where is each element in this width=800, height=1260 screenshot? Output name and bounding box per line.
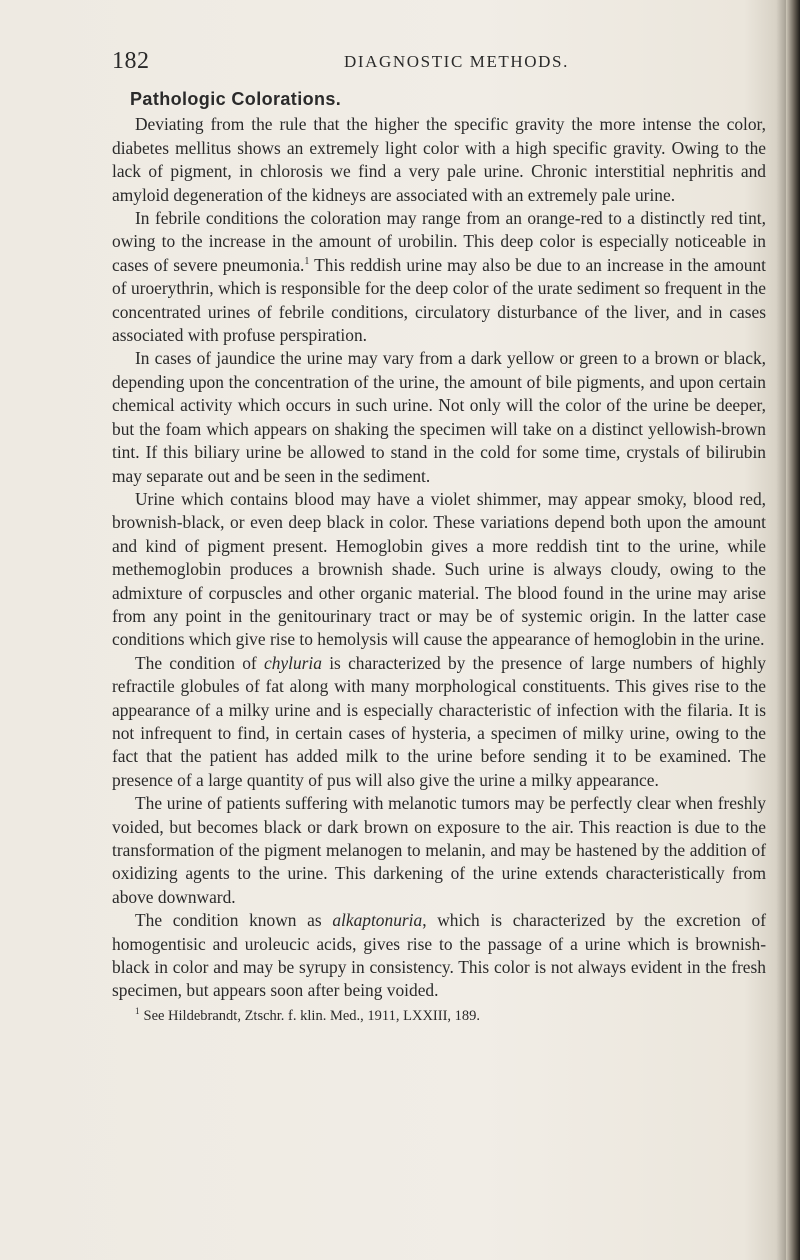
paragraph-febrile-coloration bbox=[112, 207, 766, 347]
page-header bbox=[112, 48, 772, 78]
paragraph-melanotic-tumors: The urine of patients suffering with melanotic tumors may be perfectly clear when freshly voided, but becomes black or dark brown on exposure to the air. This reaction is due to the transformation of the pigment melanogen to melanin, and may be hastened by the addition of oxidizing agents to the urine. This darkening of the urine extends characteristically from above downward. bbox=[112, 793, 766, 907]
page-body bbox=[112, 88, 766, 1025]
term-chyluria: chyluria bbox=[263, 652, 322, 673]
section-heading: Pathologic Colorations. bbox=[130, 89, 342, 109]
paragraph-chyluria-text-start: The condition of bbox=[135, 652, 264, 673]
paragraph-chyluria bbox=[112, 652, 766, 792]
paragraph-jaundice: In cases of jaundice the urine may vary from a dark yellow or green to a brown or black, depending upon the concentration of the urine, the amount of bile pigments, and upon certain chemical activity which occurs in such urine. Not only will the color of the urine be deeper, but the foam which appears on shaking the specimen will take on a distinct yellowish-brown tint. If this biliary urine be allowed to stand in the cold for some time, crystals of bilirubin may separate out and be seen in the sediment. bbox=[112, 348, 766, 486]
footnote-mark: 1 bbox=[135, 1006, 140, 1017]
paragraph-alkaptonuria-text-start: The condition known as bbox=[135, 910, 333, 931]
paragraph-alkaptonuria bbox=[112, 909, 766, 1003]
term-alkaptonuria: alkaptonuria bbox=[332, 910, 423, 931]
paragraph-alkaptonuria-text-end: , which is characterized by the excretion of homogentisic and uroleucic acids, gives rise to the passage of a urine which is brownish-black in color and may be syrupy in consistency. This color is not always evident in the fresh specimen, but appears soon after being voided. bbox=[112, 910, 766, 1001]
paragraph-blood-urine: Urine which contains blood may have a violet shimmer, may appear smoky, blood red, brownish-black, or even deep black in color. These variations depend both upon the amount and kind of pigment present. Hemoglobin gives a more reddish tint to the urine, while methemoglobin produces a brownish shade. Such urine is always cloudy, owing to the admixture of corpuscles and other organic material. The blood found in the urine may arise from any point in the genitourinary tract or may be of systemic origin. In the latter case conditions which give rise to hemolysis will cause the appearance of hemoglobin in the urine. bbox=[112, 488, 766, 650]
paragraph-pale-urine: Deviating from the rule that the higher the specific gravity the more intense the color, diabetes mellitus shows an extremely light color with a high specific gravity. Owing to the lack of pigment, in chlorosis we find a very pale urine. Chronic interstitial nephritis and amyloid degeneration of the kidneys are associated with an extremely pale urine. bbox=[112, 114, 766, 205]
footnote-reference: 1 bbox=[304, 256, 310, 268]
running-head: DIAGNOSTIC METHODS. bbox=[344, 52, 569, 71]
paragraph-chyluria-text-end: is characterized by the presence of large numbers of highly refractile globules of fat along with many morphological constituents. This gives rise to the appearance of a milky urine and is especially characteristic of infection with the filaria. It is not infrequent to find, in certain cases of hysteria, a specimen of milky urine, owing to the fact that the patient has added milk to the urine before sending it to be examined. The presence of a large quantity of pus will also give the urine a milky appearance. bbox=[112, 652, 766, 790]
footnote bbox=[135, 1007, 766, 1025]
page-number: 182 bbox=[112, 48, 150, 74]
footnote-text: See Hildebrandt, Ztschr. f. klin. Med., 1911, LXXIII, 189. bbox=[143, 1007, 481, 1024]
paragraph-febrile-text-end: This reddish urine may also be due to an increase in the amount of uroerythrin, which is responsible for the deep color of the urate sediment so frequent in the concentrated urines of febrile conditions, circulatory disturbance of the liver, and in cases associated with profuse perspiration. bbox=[112, 254, 766, 346]
paragraph-febrile-text-start: In febrile conditions the coloration may range from an orange-red to a distinctly red tint, owing to the increase in the amount of urobilin. This deep color is especially noticeable in cases of severe pneumonia. bbox=[112, 208, 766, 275]
book-spine-shadow bbox=[786, 0, 800, 1260]
